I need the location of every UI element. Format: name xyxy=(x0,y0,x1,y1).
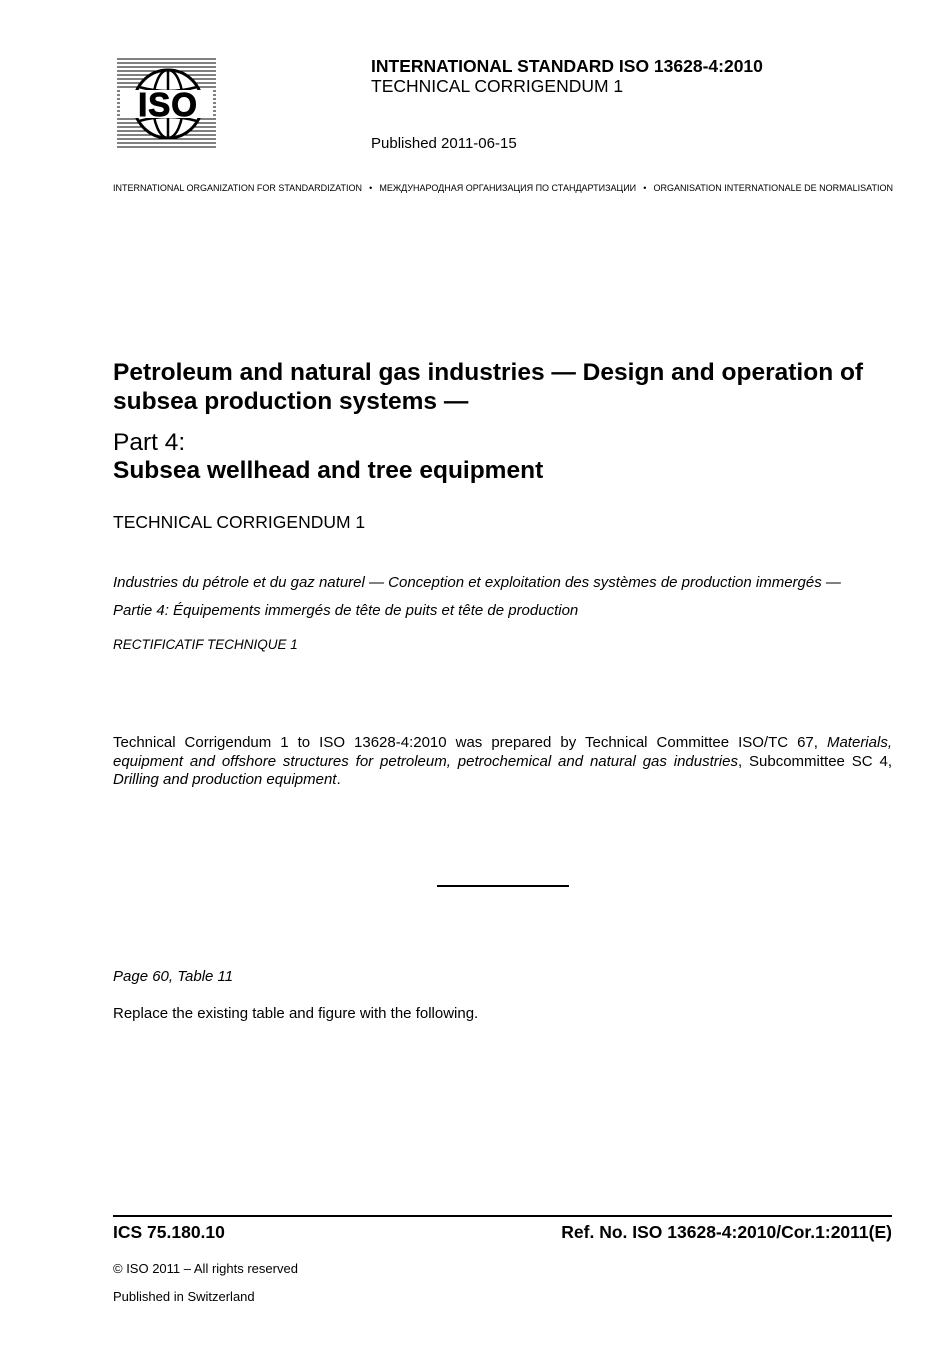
published-date: Published 2011-06-15 xyxy=(371,135,517,152)
org-name-english: INTERNATIONAL ORGANIZATION FOR STANDARDIZATION xyxy=(113,183,363,193)
reference-number: Ref. No. ISO 13628-4:2010/Cor.1:2011(E) xyxy=(561,1222,892,1242)
published-in: Published in Switzerland xyxy=(113,1289,255,1304)
org-name-russian: МЕЖДУНАРОДНАЯ ОРГАНИЗАЦИЯ ПО СТАНДАРТИЗАЦИИ xyxy=(379,183,637,193)
replace-instruction: Replace the existing table and figure with the following. xyxy=(113,1005,479,1022)
french-part-title: Partie 4: Équipements immergés de tête de puits et tête de production xyxy=(113,602,579,619)
iso-logo-text: ISO xyxy=(138,86,198,123)
french-rectificatif: RECTIFICATIF TECHNIQUE 1 xyxy=(113,637,298,652)
technical-corrigendum-label: TECHNICAL CORRIGENDUM 1 xyxy=(113,512,366,532)
standard-title: INTERNATIONAL STANDARD ISO 13628-4:2010 xyxy=(371,56,763,76)
ics-code: ICS 75.180.10 xyxy=(113,1222,225,1242)
standard-corrigendum: TECHNICAL CORRIGENDUM 1 xyxy=(371,76,624,96)
iso-logo xyxy=(117,57,216,151)
french-title: Industries du pétrole et du gaz naturel — Conception et exploitation des systèmes de production immergés — xyxy=(113,574,841,591)
subcommittee-name: Drilling and production equipment xyxy=(113,771,337,788)
committee-name: Materials, equipment and offshore structures for petroleum, petrochemical and natural gas industries xyxy=(113,734,892,770)
preparation-end: . xyxy=(336,771,341,788)
preparation-paragraph xyxy=(113,734,892,790)
copyright-notice: © ISO 2011 – All rights reserved xyxy=(113,1261,298,1276)
bullet-separator: • xyxy=(369,183,373,193)
org-name-french: ORGANISATION INTERNATIONALE DE NORMALISATION xyxy=(653,183,893,193)
page-reference: Page 60, Table 11 xyxy=(113,968,234,985)
footer-rule xyxy=(113,1215,892,1217)
preparation-mid: , Subcommittee SC 4, xyxy=(737,752,892,770)
bullet-separator: • xyxy=(643,183,647,193)
iso-logo-graphic xyxy=(117,57,216,151)
part-title: Subsea wellhead and tree equipment xyxy=(113,457,544,484)
section-separator xyxy=(437,885,569,887)
part-label: Part 4: xyxy=(113,429,186,456)
organization-line xyxy=(113,183,893,193)
preparation-intro: Technical Corrigendum 1 to ISO 13628-4:2010 was prepared by Technical Committee ISO/TC 67, xyxy=(113,734,827,751)
document-main-title: Petroleum and natural gas industries — Design and operation of subsea production systems — xyxy=(113,359,864,415)
